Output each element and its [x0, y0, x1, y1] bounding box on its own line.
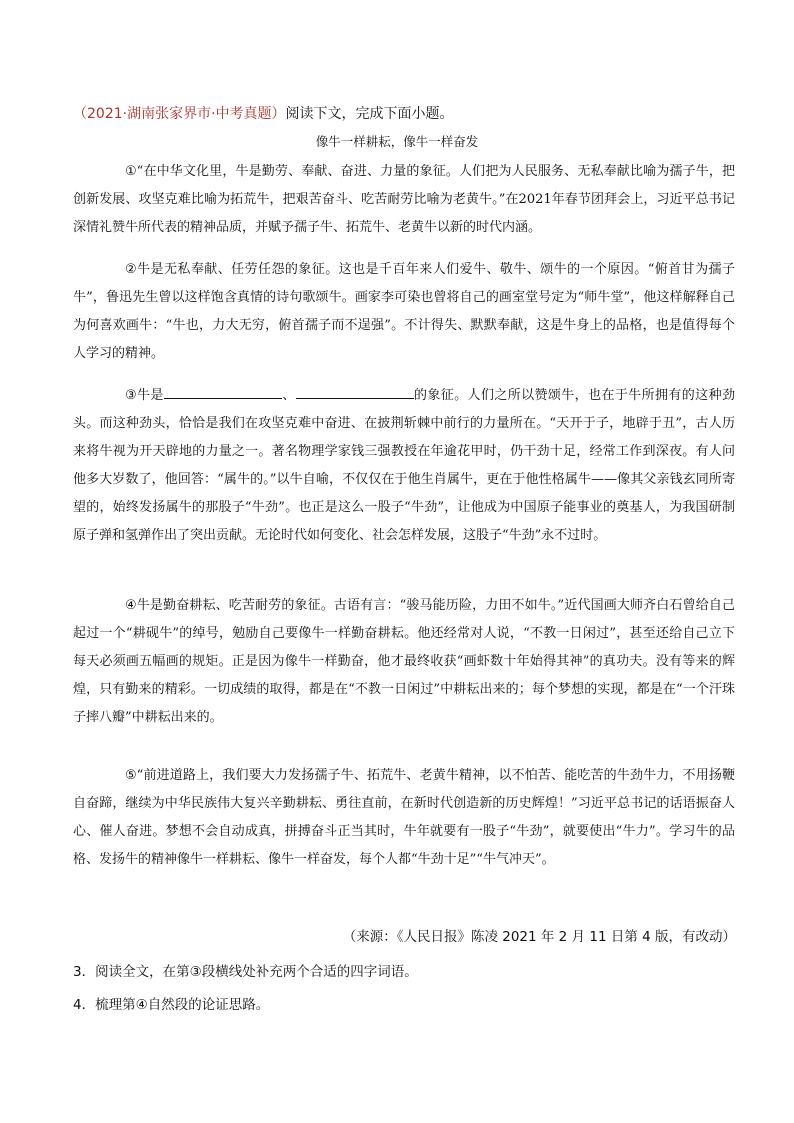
- article-title: 像牛一样耕耘，像牛一样奋发: [315, 134, 479, 149]
- blank-separator: 、: [281, 388, 296, 403]
- paragraph-number: ①: [125, 164, 137, 179]
- paragraph-text: 牛是勤奋耕耘、吃苦耐劳的象征。古语有言：“骏马能历险，力田不如牛。”近代国画大师齐白石曾给自己起过一个“耕砚牛”的绰号，勉励自己要像牛一样勤奋耕耘。他还经常对人说，“不教一日闲过”，甚至还给自己立下每天必须画五幅画的规矩。正是因为像牛一样勤奋，他才最终收获“画虾数十年始得其神”的真功夫。没有等来的辉煌，只有勤来的精彩。一切成绩的取得，都是在“不教一日闲过”中耕耘出来的；每个梦想的实现，都是在“一个汗珠子摔八瓣”中耕耘出来的。: [73, 598, 735, 725]
- question-4: 4．梳理第④自然段的论证思路。: [73, 997, 270, 1013]
- paragraph-number: ③: [125, 388, 137, 403]
- question-3: 3．阅读全文，在第③段横线处补充两个合适的四字词语。: [73, 964, 418, 980]
- question-intro: [73, 103, 733, 123]
- article-source: （来源：《人民日报》陈凌 2021 年 2 月 11 日第 4 版，有改动）: [342, 929, 736, 945]
- paragraph-number: ⑤: [125, 768, 137, 783]
- intro-instruction: 阅读下文，完成下面小题。: [285, 106, 454, 122]
- paragraph-2: [73, 256, 735, 368]
- paragraph-text: “前进道路上，我们要大力发扬孺子牛、拓荒牛、老黄牛精神，以不怕苦、能吃苦的牛劲牛力，不用扬鞭自奋蹄，继续为中华民族伟大复兴辛勤耕耘、勇往直前，在新时代创造新的历史辉煌！”习近平总书记的话语振奋人心、催人奋进。梦想不会自动成真，拼搏奋斗正当其时，牛年就要有一股子“牛劲”，就要使出“牛力”。学习牛的品格、发扬牛的精神像牛一样耕耘、像牛一样奋发，每个人都“牛劲十足”“牛气冲天”。: [73, 768, 735, 867]
- paragraph-5: [73, 762, 735, 874]
- paragraph-1: [73, 158, 735, 242]
- paragraph-text: 牛是无私奉献、任劳任怨的象征。这也是千百年来人们爱牛、敬牛、颂牛的一个原因。“俯首甘为孺子牛”，鲁迅先生曾以这样饱含真情的诗句歌颂牛。画家李可染也曾将自己的画室堂号定为“师牛堂”，他这样解释自己为何喜欢画牛：“牛也，力大无穷，俯首孺子而不逞强”。不计得失、默默奉献，这是牛身上的品格，也是值得每个人学习的精神。: [73, 262, 735, 361]
- answer-blank-2[interactable]: [296, 386, 414, 399]
- paragraph-3: [73, 382, 735, 550]
- paragraph-number: ④: [125, 598, 137, 613]
- paragraph-text: “在中华文化里，牛是勤劳、奉献、奋进、力量的象征。人们把为人民服务、无私奉献比喻为孺子牛，把创新发展、攻坚克难比喻为拓荒牛，把艰苦奋斗、吃苦耐劳比喻为老黄牛。”在2021年春节团拜会上，习近平总书记深情礼赞牛所代表的精神品质，并赋予孺子牛、拓荒牛、老黄牛以新的时代内涵。: [73, 164, 735, 235]
- exam-source-tag: （2021·湖南张家界市·中考真题）: [73, 106, 286, 122]
- paragraph-number: ②: [125, 262, 137, 277]
- paragraph-4: [73, 592, 735, 732]
- paragraph-text: 的象征。人们之所以赞颂牛，也在于牛所拥有的这种劲头。而这种劲头，恰恰是我们在攻坚克难中奋进、在披荆斩棘中前行的力量所在。“天开于子，地辟于丑”，古人历来将牛视为开天辟地的力量之一。著名物理学家钱三强教授在年逾花甲时，仍干劲十足，经常工作到深夜。有人问他多大岁数了，他回答：“属牛的。”以牛自喻，不仅仅在于他生肖属牛，更在于他性格属牛——像其父亲钱玄同所寄望的，始终发扬属牛的那股子“牛劲”。也正是这么一股子“牛劲”，让他成为中国原子能事业的奠基人，为我国研制原子弹和氢弹作出了突出贡献。无论时代如何变化、社会怎样发展，这股子“牛劲”永不过时。: [73, 388, 735, 543]
- answer-blank-1[interactable]: [164, 386, 282, 399]
- paragraph-lead: 牛是: [136, 388, 164, 403]
